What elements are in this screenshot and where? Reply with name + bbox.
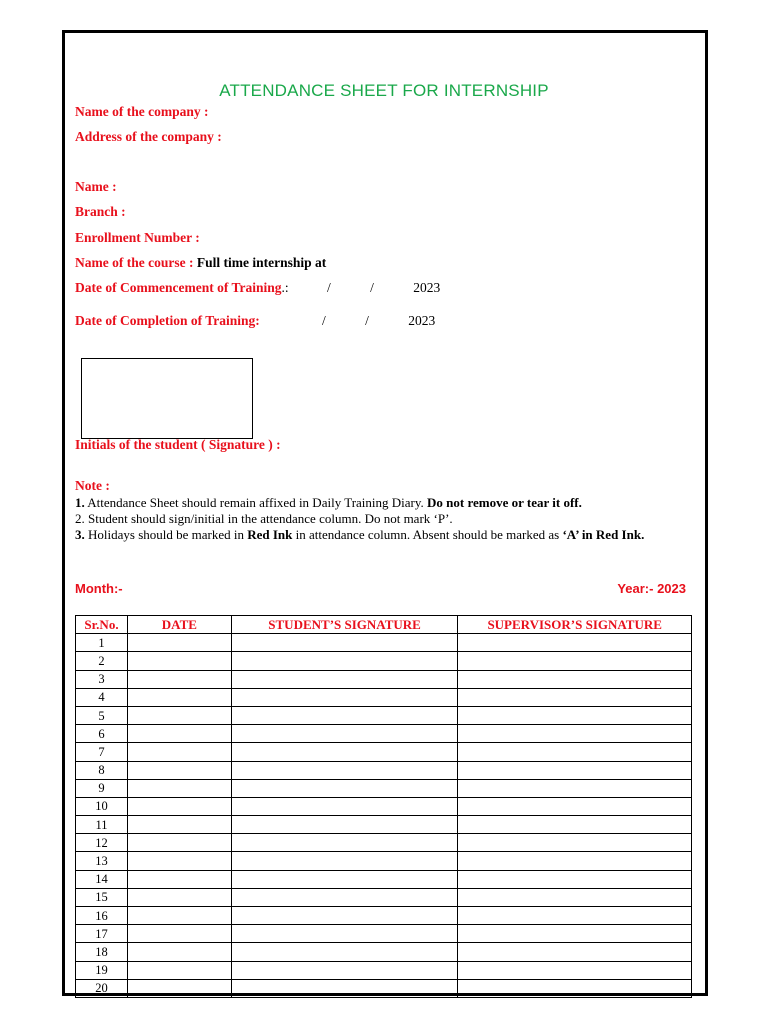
table-row [76,652,692,670]
row-srno: 6 [76,725,128,743]
table-row [76,797,692,815]
date-cell[interactable] [127,888,231,906]
row-srno: 18 [76,943,128,961]
table-row [76,852,692,870]
student-signature-cell[interactable] [231,979,458,997]
commencement-sep: .: [281,280,289,295]
supervisor-signature-cell[interactable] [458,816,692,834]
table-row [76,961,692,979]
note-3: 3. Holidays should be marked in Red Ink in attendance column. Absent should be marked as ‘A’ in Red Ink. [75,527,645,542]
row-srno: 10 [76,797,128,815]
student-signature-cell[interactable] [231,743,458,761]
student-signature-cell[interactable] [231,797,458,815]
commencement-date: / / 2023 [327,280,441,295]
supervisor-signature-cell[interactable] [458,797,692,815]
row-srno: 12 [76,834,128,852]
course-label: Name of the course : [75,255,194,270]
student-signature-cell[interactable] [231,852,458,870]
student-signature-cell[interactable] [231,834,458,852]
supervisor-signature-cell[interactable] [458,779,692,797]
table-row [76,834,692,852]
table-row [76,706,692,724]
row-srno: 17 [76,925,128,943]
student-signature-cell[interactable] [231,761,458,779]
student-signature-cell[interactable] [231,907,458,925]
supervisor-signature-cell[interactable] [458,652,692,670]
row-srno: 4 [76,688,128,706]
date-cell[interactable] [127,725,231,743]
date-cell[interactable] [127,797,231,815]
supervisor-signature-cell[interactable] [458,979,692,997]
completion-label: Date of Completion of Training: [75,313,260,328]
commencement-label: Date of Commencement of Training [75,280,282,295]
page-title: ATTENDANCE SHEET FOR INTERNSHIP [219,81,549,100]
date-cell[interactable] [127,634,231,652]
table-row [76,888,692,906]
student-signature-cell[interactable] [231,943,458,961]
supervisor-signature-cell[interactable] [458,761,692,779]
note-1: 1. Attendance Sheet should remain affixed in Daily Training Diary. Do not remove or tear it off. [75,495,582,510]
student-signature-cell[interactable] [231,779,458,797]
table-row [76,761,692,779]
student-signature-cell[interactable] [231,652,458,670]
date-cell[interactable] [127,688,231,706]
supervisor-signature-cell[interactable] [458,943,692,961]
supervisor-signature-cell[interactable] [458,961,692,979]
header-srno: Sr.No. [76,616,128,634]
branch-label: Branch : [75,204,126,219]
supervisor-signature-cell[interactable] [458,634,692,652]
table-header-row [76,616,692,634]
row-srno: 7 [76,743,128,761]
row-srno: 8 [76,761,128,779]
company-address-label: Address of the company : [75,129,222,144]
enrollment-label: Enrollment Number : [75,230,200,245]
supervisor-signature-cell[interactable] [458,706,692,724]
row-srno: 14 [76,870,128,888]
row-srno: 13 [76,852,128,870]
student-signature-cell[interactable] [231,706,458,724]
supervisor-signature-cell[interactable] [458,907,692,925]
student-signature-cell[interactable] [231,870,458,888]
row-srno: 2 [76,652,128,670]
table-row [76,907,692,925]
name-label: Name : [75,179,117,194]
student-signature-cell[interactable] [231,634,458,652]
attendance-table [75,615,692,998]
row-srno: 19 [76,961,128,979]
table-row [76,943,692,961]
header-supervisor-signature: SUPERVISOR’S SIGNATURE [458,616,692,634]
supervisor-signature-cell[interactable] [458,743,692,761]
table-row [76,779,692,797]
supervisor-signature-cell[interactable] [458,925,692,943]
supervisor-signature-cell[interactable] [458,670,692,688]
row-srno: 9 [76,779,128,797]
header-date: DATE [127,616,231,634]
date-cell[interactable] [127,979,231,997]
note-heading: Note : [75,478,110,493]
student-signature-cell[interactable] [231,816,458,834]
table-row [76,816,692,834]
table-row [76,725,692,743]
date-cell[interactable] [127,652,231,670]
date-cell[interactable] [127,852,231,870]
date-cell[interactable] [127,925,231,943]
supervisor-signature-cell[interactable] [458,852,692,870]
table-row [76,870,692,888]
table-row [76,925,692,943]
row-srno: 15 [76,888,128,906]
row-srno: 5 [76,706,128,724]
course-row [75,255,326,271]
table-row [76,688,692,706]
date-cell[interactable] [127,816,231,834]
company-name-label: Name of the company : [75,104,209,119]
table-row [76,979,692,997]
date-cell[interactable] [127,907,231,925]
supervisor-signature-cell[interactable] [458,888,692,906]
date-cell[interactable] [127,706,231,724]
row-srno: 20 [76,979,128,997]
date-cell[interactable] [127,943,231,961]
table-row [76,634,692,652]
student-signature-cell[interactable] [231,961,458,979]
month-label: Month:- [75,581,123,596]
course-value: Full time internship at [196,255,327,270]
table-row [76,743,692,761]
date-cell[interactable] [127,870,231,888]
completion-date: / / 2023 [322,313,436,328]
student-signature-cell[interactable] [231,888,458,906]
year-label: Year:- 2023 [617,581,686,596]
row-srno: 1 [76,634,128,652]
row-srno: 3 [76,670,128,688]
note-2: 2. Student should sign/initial in the attendance column. Do not mark ‘P’. [75,511,453,526]
date-cell[interactable] [127,834,231,852]
student-signature-cell[interactable] [231,688,458,706]
row-srno: 11 [76,816,128,834]
signature-label: Initials of the student ( Signature ) : [75,437,281,452]
commencement-row [75,280,289,296]
date-cell[interactable] [127,961,231,979]
date-cell[interactable] [127,761,231,779]
header-student-signature: STUDENT’S SIGNATURE [231,616,458,634]
student-signature-cell[interactable] [231,925,458,943]
signature-box[interactable] [81,358,253,439]
date-cell[interactable] [127,779,231,797]
row-srno: 16 [76,907,128,925]
table-row [76,670,692,688]
notes-block [75,495,680,543]
date-cell[interactable] [127,670,231,688]
supervisor-signature-cell[interactable] [458,688,692,706]
student-signature-cell[interactable] [231,725,458,743]
supervisor-signature-cell[interactable] [458,834,692,852]
date-cell[interactable] [127,743,231,761]
supervisor-signature-cell[interactable] [458,725,692,743]
student-signature-cell[interactable] [231,670,458,688]
supervisor-signature-cell[interactable] [458,870,692,888]
